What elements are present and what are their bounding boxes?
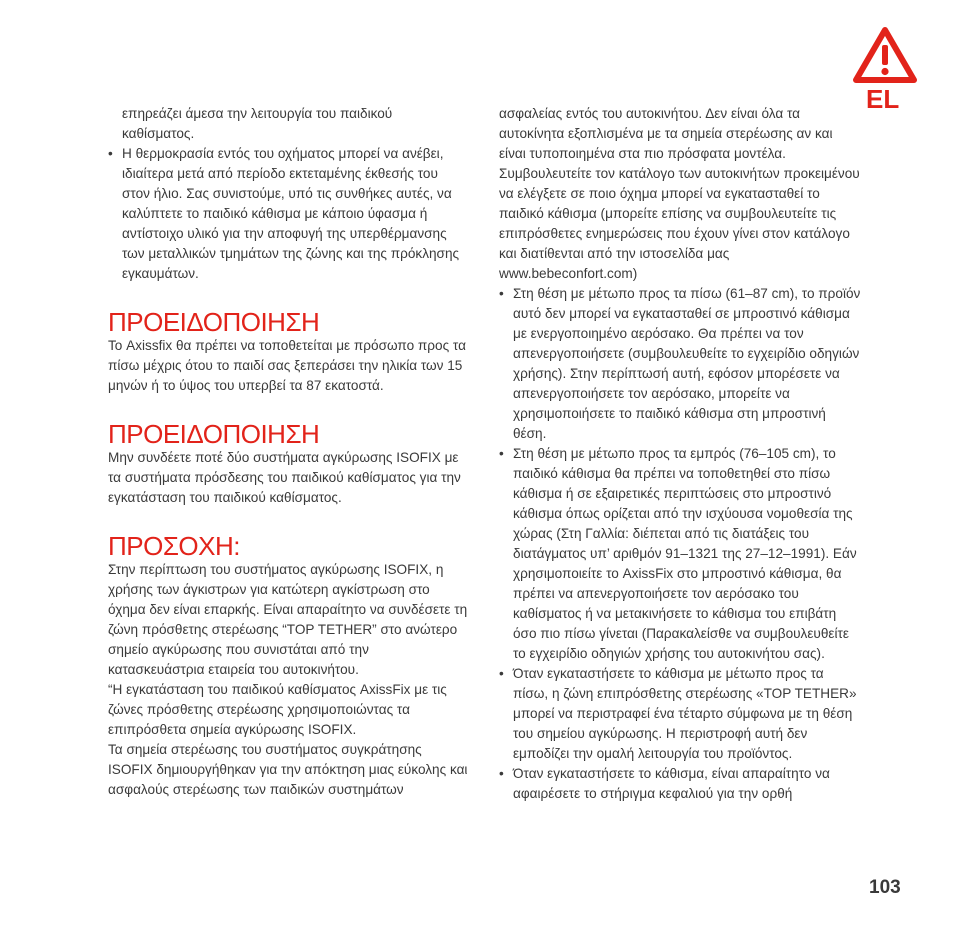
right-bullet-headrest [499,764,861,804]
caution-text-1: Στην περίπτωση του συστήματος αγκύρωσης ISOFIX, η χρήσης των άγκιστρων για κατώτερη αγκίστρωση στο όχημα δεν είναι επαρκής. Είναι απαραίτητο να συνδέσετε τη ζώνη πρόσθετης στερέωσης “TOP TETHER” στο ανώτερο σημείο αγκύρωσης που συνιστάται από την κατασκευάστρια εταιρεία του αυτοκινήτου. [108,562,468,677]
bullet-dot: • [499,766,504,781]
right-bullet-top-tether [499,664,861,764]
right-paragraph-continued: ασφαλείας εντός του αυτοκινήτου. Δεν είναι όλα τα αυτοκίνητα εξοπλισμένα με τα σημεία στερέωσης αν και είναι τυποποιημένα στα πιο πρόσφατα μοντέλα. Συμβουλευτείτε τον κατάλογο των αυτοκινήτων προκειμένου να ελέγξετε σε ποιο όχημα μπορεί να εγκατασταθεί το παιδικό κάθισμα (μπορείτε επίσης να συμβουλευτείτε τις επιπρόσθετες ενημερώσεις που έχουν γίνει στον κατάλογο και διατίθενται από την ιστοσελίδα μας www.bebeconfort.com) [499,106,860,281]
warning-heading-1: ΠΡΟΕΙΔΟΠΟΙΗΣΗ [108,307,320,337]
bullet-text: Όταν εγκαταστήσετε το κάθισμα με μέτωπο προς τα πίσω, η ζώνη επιπρόσθετης στερέωσης «TOP TETHER» μπορεί να περιστραφεί ένα τέταρτο σύμφωνα με τη θέση του σημείου αγκύρωσης. Η περιστροφή αυτή δεν εμποδίζει την ομαλή λειτουργία του προϊόντος. [513,666,857,761]
bullet-dot: • [499,446,504,461]
bullet-dot: • [499,666,504,681]
warning-triangle-icon [852,26,918,84]
right-bullet-rear-facing [499,284,861,444]
caution-text-3: Τα σημεία στερέωσης του συστήματος συγκράτησης ISOFIX δημιουργήθηκαν για την απόκτηση μιας εύκολης και ασφαλούς στερέωσης των παιδικών συστημάτων [108,742,468,797]
warning-text-1: Το Axissfix θα πρέπει να τοποθετείται με πρόσωπο προς τα πίσω μέχρις ότου το παιδί σας ξεπεράσει την ηλικία των 15 μηνών ή το ύψος του υπερβεί τα 87 εκατοστά. [108,338,466,393]
warning-heading-2: ΠΡΟΕΙΔΟΠΟΙΗΣΗ [108,419,320,449]
caution-text-2: “Η εγκατάσταση του παιδικού καθίσματος AxissFix με τις ζώνες πρόσθετης στερέωσης χρησιμοποιώντας τα επιπρόσθετα σημεία αγκύρωσης ISOFIX. [108,682,447,737]
bullet-dot: • [108,146,113,161]
page-number: 103 [869,877,901,898]
bullet-text: Όταν εγκαταστήσετε το κάθισμα, είναι απαραίτητο να αφαιρέσετε το στήριγμα κεφαλιού για την ορθή [513,766,830,801]
left-paragraph-continued: επηρεάζει άμεσα την λειτουργία του παιδικού καθίσματος. [122,106,393,141]
caution-heading: ΠΡΟΣΟΧΗ: [108,531,240,561]
right-bullet-forward-facing [499,444,861,664]
bullet-text: Στη θέση με μέτωπο προς τα εμπρός (76–105 cm), το παιδικό κάθισμα θα πρέπει να τοποθετηθεί στο πίσω κάθισμα ή σε εξαιρετικές περιπτώσεις στο μπροστινό κάθισμα όπως ορίζεται από την ισχύουσα νομοθεσία της χώρας (Στη Γαλλία: διέπεται από τις διατάξεις του διατάγματος υπ’ αριθμόν 91–1321 της 27–12–1991). Εάν χρησιμοποιείτε το AxissFix στο μπροστινό κάθισμα, θα πρέπει να απενεργοποιήσετε τον αερόσακο του καθίσματος ή να μετακινήσετε το κάθισμα του επιβάτη όσο πιο πίσω γίνεται (Παρακαλείσθε να συμβουλευθείτε το εγχειρίδιο οδηγιών χρήσης του αυτοκινήτου σας). [513,446,857,661]
bullet-text: Η θερμοκρασία εντός του οχήματος μπορεί να ανέβει, ιδιαίτερα μετά από περίοδο εκτεταμένης έκθεσής του στον ήλιο. Σας συνιστούμε, υπό τις συνθήκες αυτές, να καλύπτετε το παιδικό κάθισμα με κάποιο ύφασμα ή αντίστοιχο υλικό για την αποφυγή της υπερθέρμανσης των μεταλλικών τμημάτων της ζώνης και της πρόκλησης εγκαυμάτων. [122,146,460,281]
left-column [108,104,468,800]
bullet-dot: • [499,286,504,301]
left-bullet-temperature [108,144,468,284]
language-code: EL [866,84,900,114]
right-column [499,104,861,804]
warning-text-2: Μην συνδέετε ποτέ δύο συστήματα αγκύρωσης ISOFIX με τα συστήματα πρόσδεσης του παιδικού καθίσματος για την εγκατάσταση του παιδικού καθίσματος. [108,450,461,505]
bullet-text: Στη θέση με μέτωπο προς τα πίσω (61–87 cm), το προϊόν αυτό δεν μπορεί να εγκατασταθεί σε μπροστινό κάθισμα με ενεργοποιημένο αερόσακο. Θα πρέπει να τον απενεργοποιήσετε (συμβουλευθείτε το εγχειρίδιο οδηγιών χρήσης). Στην περίπτωσή αυτή, εφόσον μπορέσετε να απενεργοποιήσετε τον αερόσακο, μπορείτε να χρησιμοποιήσετε το παιδικό κάθισμα στη μπροστινή θέση. [513,286,861,441]
